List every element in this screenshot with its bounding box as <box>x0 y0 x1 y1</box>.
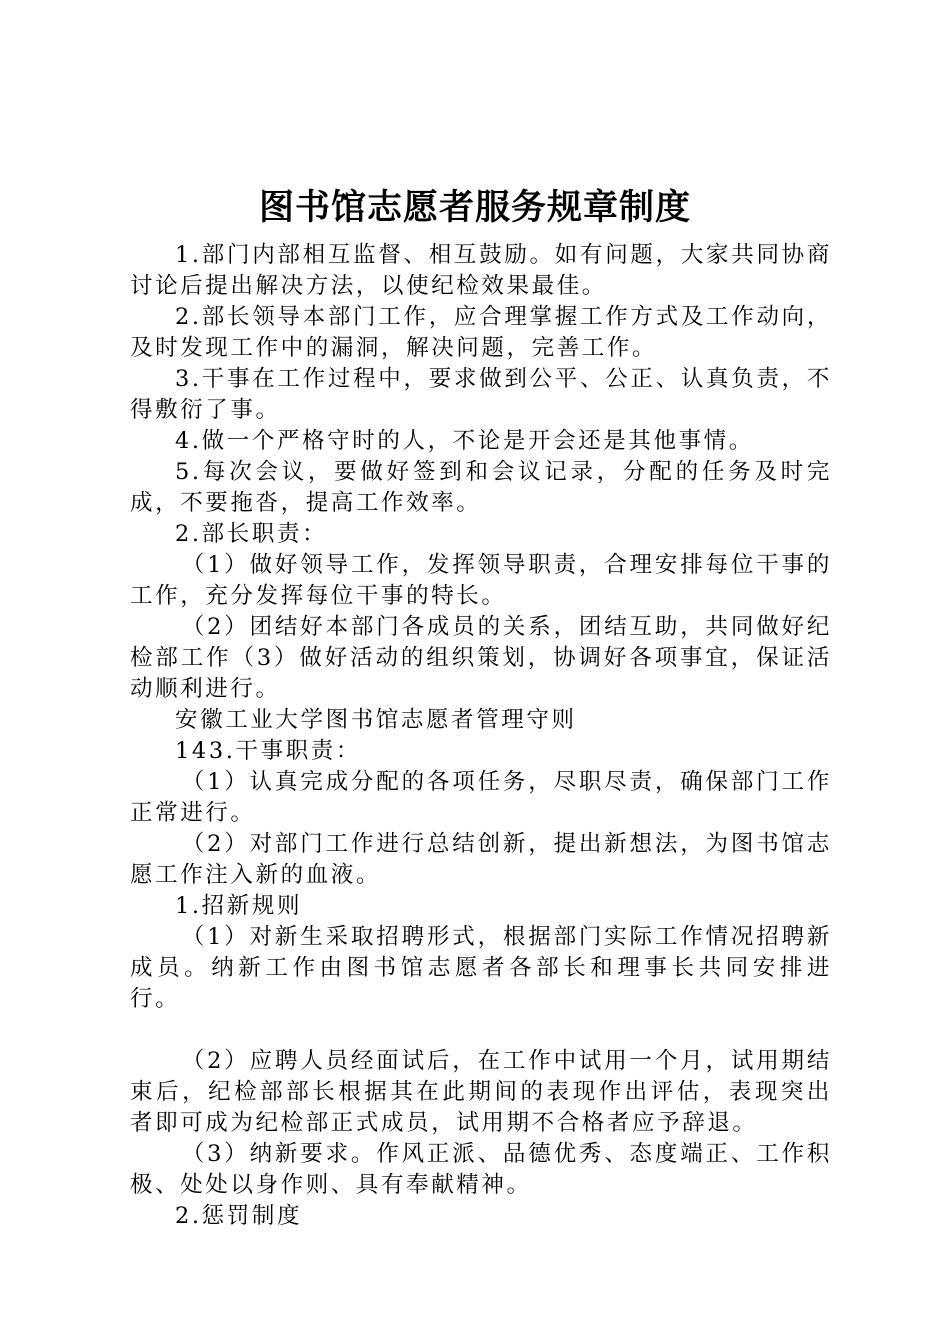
document-title: 图书馆志愿者服务规章制度 <box>258 187 691 228</box>
paragraph-recruitment-1: （1）对新生采取招聘形式，根据部门实际工作情况招聘新成员。纳新工作由图书馆志愿者各部长和理事长共同安排进行。 <box>130 924 832 1012</box>
section-heading-recruitment: 1.招新规则 <box>175 893 303 919</box>
paragraph-rule-2: 2.部长领导本部门工作，应合理掌握工作方式及工作动向，及时发现工作中的漏洞，解决问题，完善工作。 <box>130 304 832 361</box>
blank-line <box>130 1015 832 1046</box>
paragraph-rule-1: 1.部门内部相互监督、相互鼓励。如有问题，大家共同协商讨论后提出解决方法，以使纪检效果最佳。 <box>130 242 832 299</box>
section-heading-library-rules: 安徽工业大学图书馆志愿者管理守则 <box>175 707 577 733</box>
section-heading-penalty: 2.惩罚制度 <box>175 1203 303 1229</box>
paragraph-staff-duty-1: （1）认真完成分配的各项任务，尽职尽责，确保部门工作正常进行。 <box>130 769 832 826</box>
paragraph-staff-duty-2: （2）对部门工作进行总结创新，提出新想法，为图书馆志愿工作注入新的血液。 <box>130 831 832 888</box>
paragraph-recruitment-3: （3）纳新要求。作风正派、品德优秀、态度端正、工作积极、处处以身作则、具有奉献精神。 <box>130 1141 832 1198</box>
paragraph-rule-5: 5.每次会议，要做好签到和会议记录，分配的任务及时完成，不要拖沓，提高工作效率。 <box>130 459 832 516</box>
paragraph-minister-duty-2: （2）团结好本部门各成员的关系，团结互助，共同做好纪检部工作（3）做好活动的组织策划，协调好各项事宜，保证活动顺利进行。 <box>130 614 832 702</box>
paragraph-rule-4: 4.做一个严格守时的人，不论是开会还是其他事情。 <box>175 428 754 454</box>
paragraph-rule-3: 3.干事在工作过程中，要求做到公平、公正、认真负责，不得敷衍了事。 <box>130 366 832 423</box>
section-heading-staff-duties: 143.干事职责： <box>175 738 361 764</box>
document-body <box>130 240 832 1232</box>
section-heading-minister-duties: 2.部长职责： <box>175 521 328 547</box>
paragraph-recruitment-2: （2）应聘人员经面试后，在工作中试用一个月，试用期结束后，纪检部部长根据其在此期间的表现作出评估，表现突出者即可成为纪检部正式成员，试用期不合格者应予辞退。 <box>130 1048 832 1136</box>
paragraph-minister-duty-1: （1）做好领导工作，发挥领导职责，合理安排每位干事的工作，充分发挥每位干事的特长。 <box>130 552 832 609</box>
